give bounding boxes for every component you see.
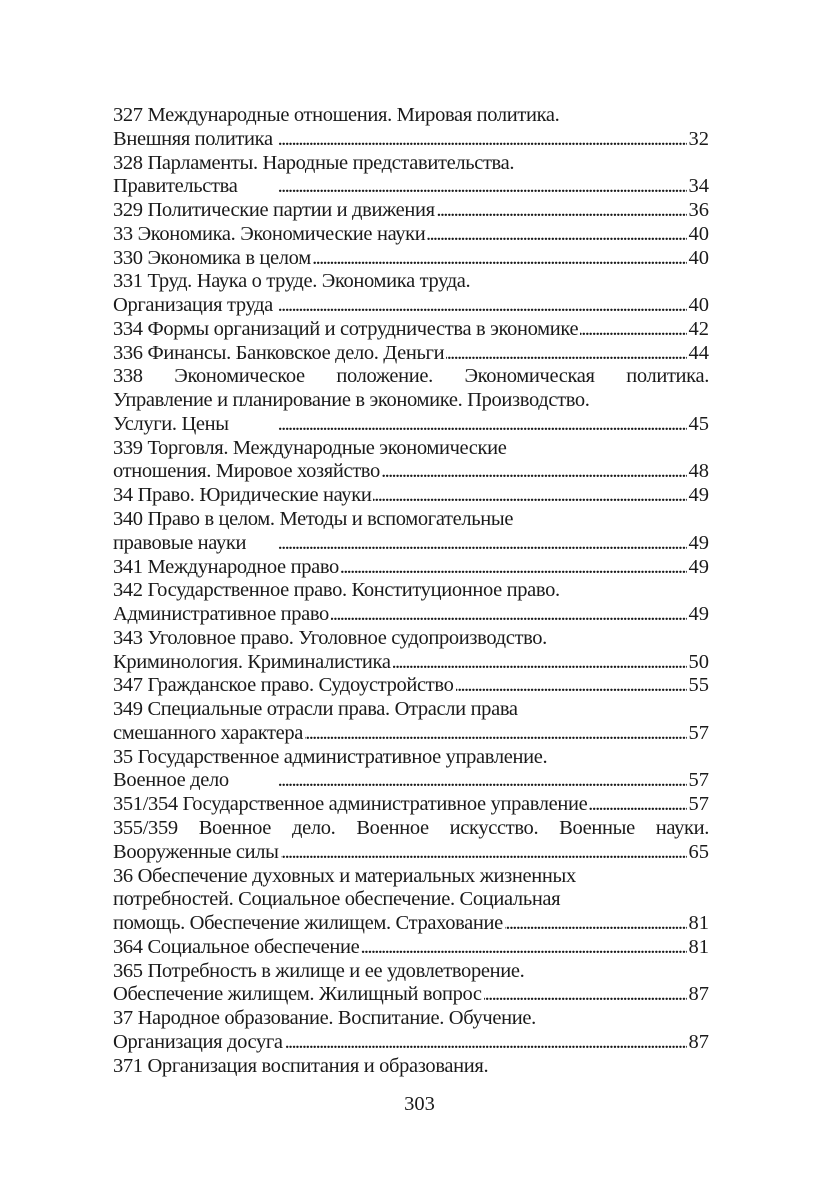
toc-line	[113, 532, 709, 556]
dot-leader	[580, 318, 686, 342]
dot-leader	[275, 128, 687, 152]
toc-entry-text: 328 Парламенты. Народные представительства.	[113, 151, 515, 174]
toc-entry-text: отношения. Мировое хозяйство	[113, 460, 380, 483]
dot-leader	[382, 460, 687, 484]
toc-line	[113, 579, 709, 603]
dot-leader	[361, 936, 686, 960]
toc-entry-text: смешанного характера	[113, 721, 304, 744]
toc-page-number: 45	[688, 412, 709, 435]
toc-entry-text: Организация досуга	[113, 1030, 283, 1053]
toc-entry-text: 331 Труд. Наука о труде. Экономика труда.	[113, 270, 471, 293]
dot-leader	[331, 603, 687, 627]
toc-page-number: 49	[688, 531, 709, 554]
toc-entry-text: 343 Уголовное право. Уголовное судопроизводство.	[113, 626, 547, 649]
toc-line	[113, 104, 709, 128]
dot-leader	[393, 651, 687, 675]
dot-leader	[248, 532, 686, 556]
toc-entry-text: помощь. Обеспечение жилищем. Страхование	[113, 912, 503, 935]
toc-entry-text: 351/354 Государственное административное управление	[113, 793, 588, 816]
dot-leader	[427, 223, 686, 247]
toc-line	[113, 223, 709, 247]
toc-entry-text: правовые науки	[113, 531, 247, 554]
toc-line	[113, 1031, 709, 1055]
toc-entry-text: Обеспечение жилищем. Жилищный вопрос	[113, 983, 482, 1006]
toc-page-number: 42	[688, 317, 709, 340]
toc-page-number: 87	[688, 983, 709, 1006]
toc-page-number: 49	[688, 555, 709, 578]
toc-entry-text: 33 Экономика. Экономические науки	[113, 222, 426, 245]
dot-leader	[231, 769, 687, 793]
toc-page-number: 50	[688, 650, 709, 673]
toc-page-number: 40	[688, 246, 709, 269]
dot-leader	[231, 413, 687, 437]
dot-leader	[275, 294, 687, 318]
toc-line	[113, 888, 709, 912]
toc-line	[113, 865, 709, 889]
toc-line	[113, 603, 709, 627]
toc-line	[113, 793, 709, 817]
dot-leader	[484, 983, 687, 1007]
toc-line	[113, 698, 709, 722]
toc-line	[113, 247, 709, 271]
toc-entry-text: 349 Специальные отрасли права. Отрасли права	[113, 698, 518, 721]
toc-entry-text: Военное дело	[113, 769, 229, 792]
toc-line	[113, 437, 709, 461]
toc-line	[113, 270, 709, 294]
toc-entry-text: Управление и планирование в экономике. Производство.	[113, 389, 590, 412]
dot-leader	[281, 841, 687, 865]
toc-line	[113, 389, 709, 413]
toc-entry-text: 364 Социальное обеспечение	[113, 935, 360, 958]
toc-entry-text: Правительства	[113, 175, 238, 198]
toc-line	[113, 342, 709, 366]
toc-line	[113, 152, 709, 176]
toc-entry-text: 334 Формы организаций и сотрудничества в экономике	[113, 317, 579, 340]
toc-page-number: 36	[688, 199, 709, 222]
toc-line	[113, 912, 709, 936]
toc-line	[113, 983, 709, 1007]
toc-page-number: 49	[688, 603, 709, 626]
toc-line	[113, 746, 709, 770]
toc-entry-text: 330 Экономика в целом	[113, 246, 311, 269]
dot-leader	[505, 912, 687, 936]
toc-line	[113, 1055, 709, 1079]
toc-entry-text: 365 Потребность в жилище и ее удовлетворение.	[113, 959, 525, 982]
toc-entry-text: 37 Народное образование. Воспитание. Обучение.	[113, 1007, 536, 1030]
toc-page-number: 57	[688, 793, 709, 816]
dot-leader	[456, 674, 687, 698]
toc-entry-text: 339 Торговля. Международные экономические	[113, 436, 507, 459]
toc-line	[113, 960, 709, 984]
dot-leader	[446, 342, 686, 366]
toc-page-number: 40	[688, 294, 709, 317]
toc-line	[113, 413, 709, 437]
toc-page-number: 55	[688, 674, 709, 697]
toc-entry-text: Вооруженные силы	[113, 840, 279, 863]
toc-entry-text: 355/359 Военное дело. Военное искусство. Военные науки.	[113, 816, 709, 839]
toc-entry-text: потребностей. Социальное обеспечение. Социальная	[113, 888, 561, 911]
toc-line	[113, 128, 709, 152]
toc-line	[113, 769, 709, 793]
toc-entry-text: Криминология. Криминалистика	[113, 650, 391, 673]
toc-line	[113, 674, 709, 698]
toc-entry-text: 347 Гражданское право. Судоустройство	[113, 674, 454, 697]
toc-entry-text: 341 Международное право	[113, 555, 339, 578]
toc-line	[113, 1007, 709, 1031]
toc-page-number: 48	[688, 460, 709, 483]
toc-line	[113, 722, 709, 746]
toc-entry-text: 36 Обеспечение духовных и материальных жизненных	[113, 864, 576, 887]
toc-entry-text: 338 Экономическое положение. Экономическая политика.	[113, 365, 709, 388]
dot-leader	[589, 793, 686, 817]
toc-line	[113, 817, 709, 841]
toc-page-number: 81	[688, 935, 709, 958]
dot-leader	[341, 556, 687, 580]
toc-line	[113, 556, 709, 580]
toc-entry-text: 336 Финансы. Банковское дело. Деньги	[113, 341, 445, 364]
toc-entry-text: 34 Право. Юридические науки	[113, 484, 372, 507]
toc-line	[113, 627, 709, 651]
toc-entry-text: Административное право	[113, 603, 329, 626]
toc-entry-text: Внешняя политика	[113, 127, 273, 150]
toc-entry-text: Услуги. Цены	[113, 412, 229, 435]
toc-page-number: 65	[688, 840, 709, 863]
toc-line	[113, 175, 709, 199]
dot-leader	[285, 1031, 687, 1055]
toc-entry-text: 371 Организация воспитания и образования.	[113, 1054, 489, 1077]
toc-entry-text: 329 Политические партии и движения	[113, 199, 435, 222]
toc-line	[113, 365, 709, 389]
toc-page-number: 34	[688, 175, 709, 198]
dot-leader	[305, 722, 686, 746]
toc-page-number: 81	[688, 912, 709, 935]
toc-page-number: 32	[688, 127, 709, 150]
toc-entry-text: Организация труда	[113, 294, 273, 317]
toc-entry-text: 35 Государственное административное управление.	[113, 745, 548, 768]
toc-line	[113, 936, 709, 960]
page-number: 303	[404, 1093, 435, 1115]
toc-line	[113, 651, 709, 675]
toc-entry-text: 340 Право в целом. Методы и вспомогательные	[113, 508, 514, 531]
toc-entry-text: 342 Государственное право. Конституционное право.	[113, 579, 560, 602]
dot-leader	[239, 175, 686, 199]
toc-page-number: 87	[688, 1030, 709, 1053]
dot-leader	[437, 199, 687, 223]
dot-leader	[313, 247, 687, 271]
toc-page-number: 57	[688, 721, 709, 744]
toc-line	[113, 841, 709, 865]
toc-line	[113, 318, 709, 342]
toc-entry-text: 327 Международные отношения. Мировая политика.	[113, 104, 560, 126]
toc-line	[113, 460, 709, 484]
toc-line	[113, 484, 709, 508]
toc-page-number: 40	[688, 222, 709, 245]
toc-page-number: 44	[688, 341, 709, 364]
toc-page-number: 49	[688, 484, 709, 507]
toc-line	[113, 199, 709, 223]
dot-leader	[373, 484, 686, 508]
toc-line	[113, 294, 709, 318]
toc-line	[113, 508, 709, 532]
toc-page-number: 57	[688, 769, 709, 792]
table-of-contents	[113, 104, 709, 1078]
